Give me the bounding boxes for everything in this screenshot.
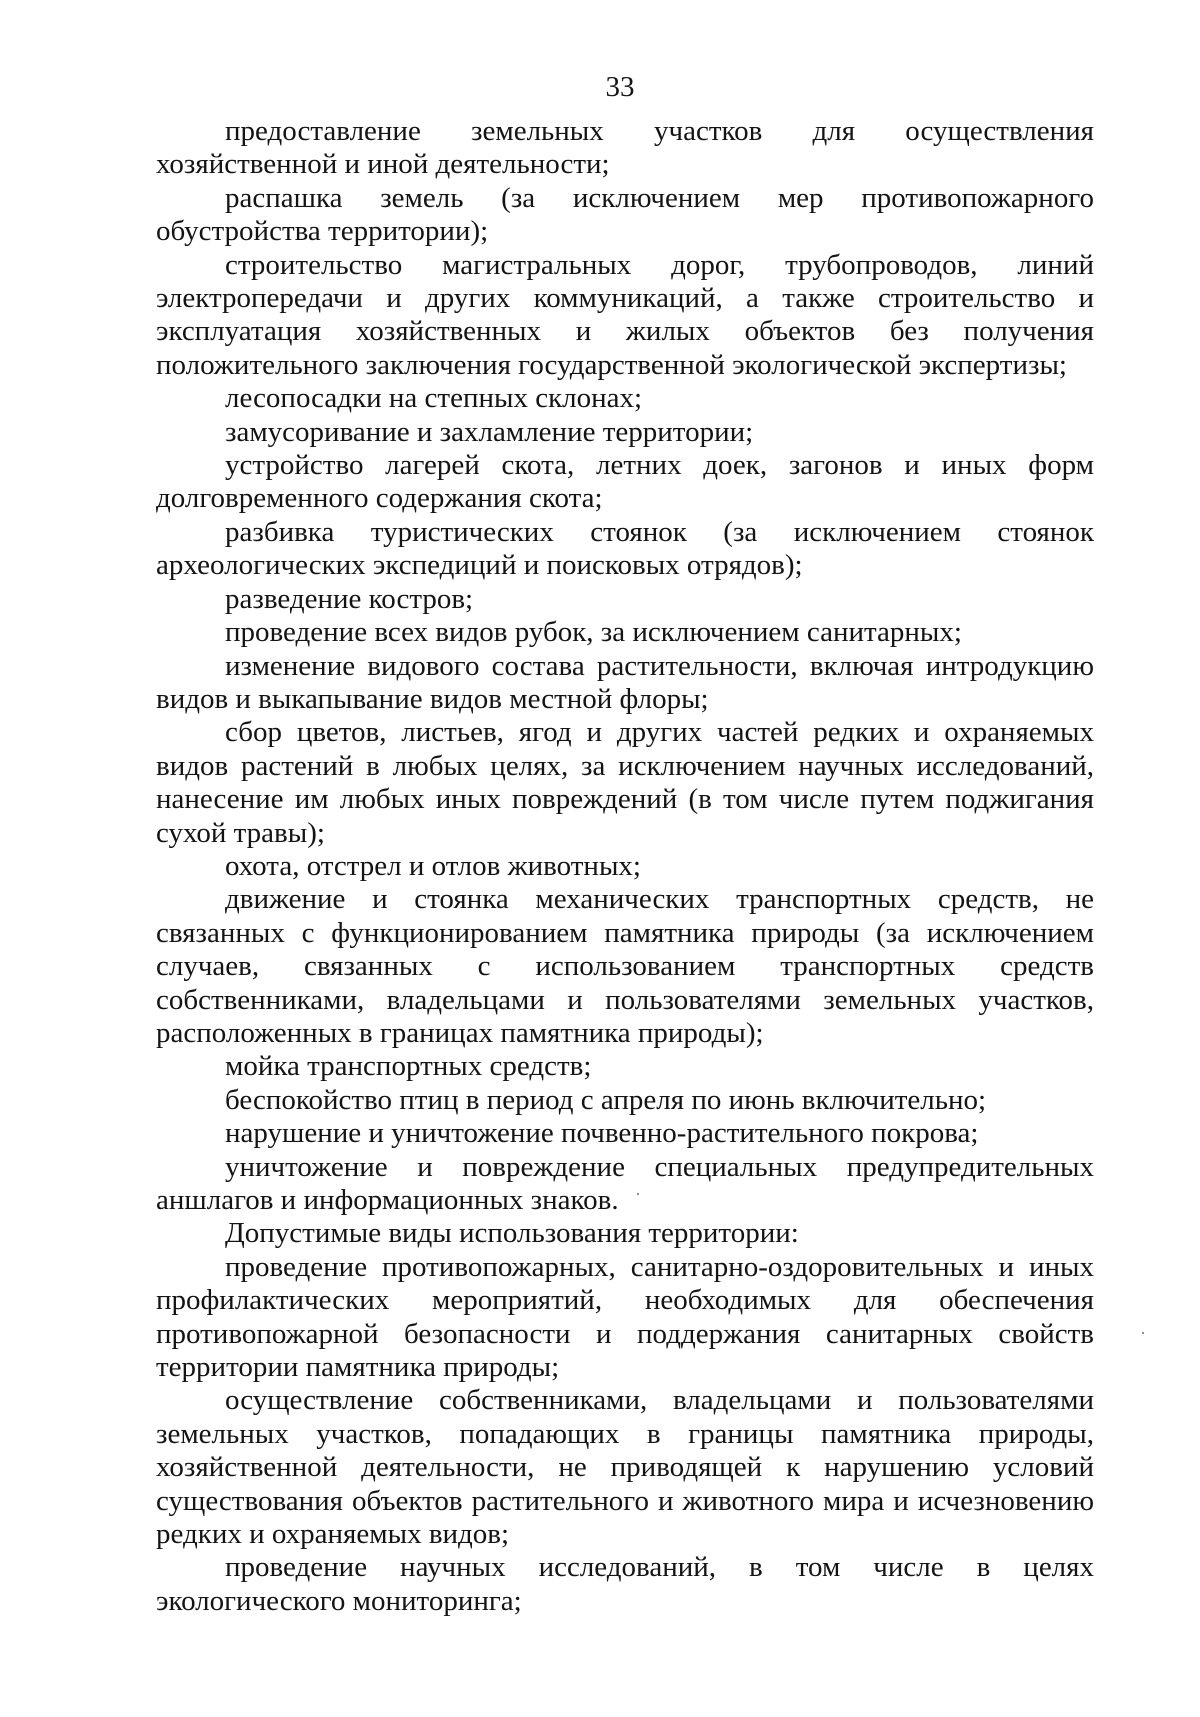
list-item: проведение научных исследований, в том числе в целях экологического мониторинга; — [156, 1551, 1094, 1617]
list-item: предоставление земельных участков для осуществления хозяйственной и иной деятельности; — [156, 115, 1094, 181]
list-item: строительство магистральных дорог, трубопроводов, линий электропередачи и других коммуникаций, а также строительство и эксплуатация хозяйственных и жилых объектов без получения положительного заключения государственной экологической экспертизы; — [156, 248, 1094, 381]
list-item: сбор цветов, листьев, ягод и других частей редких и охраняемых видов растений в любых целях, за исключением научных исследований, нанесение им любых иных повреждений (в том числе путем поджигания сухой травы); — [156, 716, 1094, 849]
list-item: устройство лагерей скота, летних доек, загонов и иных форм долговременного содержания скота; — [156, 449, 1094, 515]
list-item: замусоривание и захламление территории; — [225, 415, 754, 448]
list-item: распашка земель (за исключением мер противопожарного обустройства территории); — [156, 181, 1094, 248]
list-item: разбивка туристических стоянок (за исключением стоянок археологических экспедиций и поисковых отрядов); — [156, 515, 1094, 582]
list-item: мойка транспортных средств; — [225, 1050, 592, 1083]
list-item: охота, отстрел и отлов животных; — [225, 849, 641, 882]
scan-speck — [1142, 1332, 1144, 1334]
scan-speck — [637, 1193, 639, 1195]
list-item: разведение костров; — [225, 582, 474, 615]
list-item: лесопосадки на степных склонах; — [225, 382, 643, 415]
page-number: 33 — [605, 71, 635, 103]
list-item: движение и стоянка механических транспортных средств, не связанных с функционированием памятника природы (за исключением случаев, связанных с использованием транспортных средств собственниками, владельцами и пользователями земельных участков, расположенных в границах памятника природы); — [156, 883, 1094, 1049]
document-body — [156, 115, 1094, 1618]
list-item: нарушение и уничтожение почвенно-растительного покрова; — [225, 1117, 979, 1150]
list-item: изменение видового состава растительности, включая интродукцию видов и выкапывание видов местной флоры; — [156, 649, 1094, 715]
list-item: беспокойство птиц в период с апреля по июнь включительно; — [225, 1083, 987, 1116]
list-item: проведение противопожарных, санитарно-оздоровительных и иных профилактических мероприятий, необходимых для обеспечения противопожарной безопасности и поддержания санитарных свойств территории памятника природы; — [156, 1250, 1094, 1384]
list-item: проведение всех видов рубок, за исключением санитарных; — [225, 616, 962, 649]
list-item: осуществление собственниками, владельцами и пользователями земельных участков, попадающих в границы памятника природы, хозяйственной деятельности, не приводящей к нарушению условий существования объектов растительного и животного мира и исчезновению редких и охраняемых видов; — [156, 1384, 1094, 1551]
list-item: уничтожение и повреждение специальных предупредительных аншлагов и информационных знаков. — [156, 1150, 1094, 1216]
section-heading: Допустимые виды использования территории: — [225, 1217, 799, 1250]
